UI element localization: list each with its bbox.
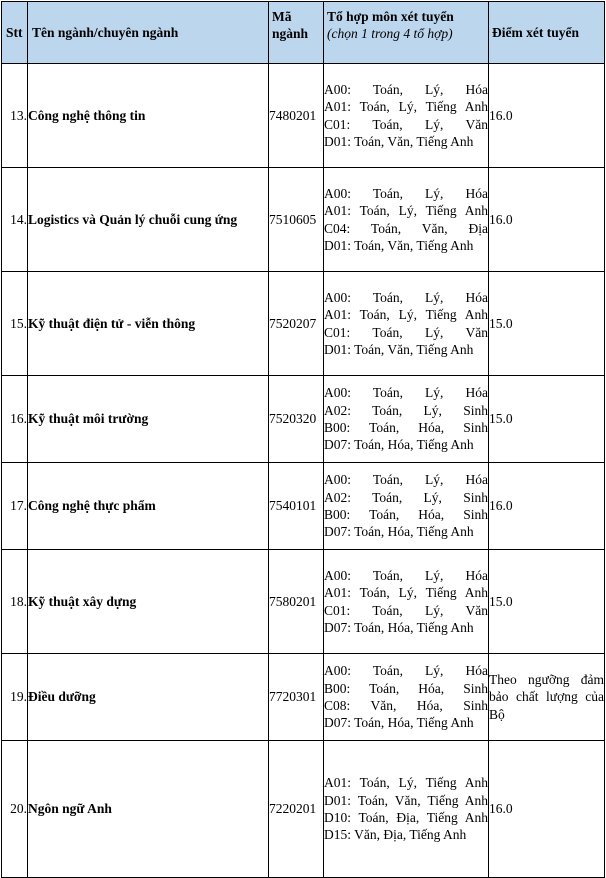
subject-combination: B00: Toán, Hóa, Sinh	[324, 507, 488, 522]
subject-combination: A01: Toán, Lý, Tiếng Anh	[324, 585, 488, 601]
table-row	[2, 654, 605, 741]
subject-combination: A00: Toán, Lý, Hóa	[324, 185, 488, 201]
subject-combination: D01: Toán, Văn, Tiếng Anh	[324, 237, 474, 253]
table-header-row	[2, 2, 605, 64]
row-admission-score: Theo ngưỡng đảm bảo chất lượng của Bộ	[489, 654, 605, 741]
row-stt: 17.	[2, 463, 28, 550]
row-program-name: Kỹ thuật môi trường	[28, 376, 269, 463]
subject-combination: A00: Toán, Lý, Hóa	[324, 385, 488, 401]
header-combo-title: Tổ hợp môn xét tuyển	[327, 9, 454, 24]
row-stt: 20.	[2, 741, 28, 878]
row-program-code: 7540101	[269, 463, 324, 550]
row-stt: 19.	[2, 654, 28, 741]
table-row	[2, 463, 605, 550]
row-admission-score: 15.0	[489, 550, 605, 654]
subject-combination: B00: Toán, Hóa, Sinh	[324, 420, 488, 435]
header-program-name: Tên ngành/chuyên ngành	[28, 2, 269, 64]
row-subject-combinations	[324, 550, 489, 654]
row-subject-combinations	[324, 168, 489, 272]
table-row	[2, 550, 605, 654]
subject-combination: A01: Toán, Lý, Tiếng Anh	[324, 99, 488, 115]
subject-combination: C01: Toán, Lý, Văn	[324, 602, 488, 618]
subject-combination: A01: Toán, Lý, Tiếng Anh	[324, 775, 488, 791]
row-stt: 14.	[2, 168, 28, 272]
row-admission-score: 16.0	[489, 463, 605, 550]
subject-combination: A00: Toán, Lý, Hóa	[324, 81, 488, 97]
row-program-code: 7220201	[269, 741, 324, 878]
subject-combination: A00: Toán, Lý, Hóa	[324, 472, 488, 488]
header-combo-note: (chọn 1 trong 4 tổ hợp)	[327, 26, 453, 41]
row-program-name: Logistics và Quản lý chuỗi cung ứng	[28, 168, 269, 272]
row-admission-score: 15.0	[489, 272, 605, 376]
subject-combination: A00: Toán, Lý, Hóa	[324, 663, 488, 679]
row-program-name: Kỹ thuật xây dựng	[28, 550, 269, 654]
subject-combination: A00: Toán, Lý, Hóa	[324, 567, 488, 583]
row-program-name: Ngôn ngữ Anh	[28, 741, 269, 878]
row-subject-combinations	[324, 272, 489, 376]
table-row	[2, 168, 605, 272]
row-stt: 15.	[2, 272, 28, 376]
subject-combination: D07: Toán, Hóa, Tiếng Anh	[324, 437, 474, 453]
subject-combination: D07: Toán, Hóa, Tiếng Anh	[324, 619, 474, 635]
subject-combination: D15: Văn, Địa, Tiếng Anh	[324, 827, 467, 843]
table-row	[2, 376, 605, 463]
row-program-name: Kỹ thuật điện tử - viễn thông	[28, 272, 269, 376]
row-subject-combinations	[324, 741, 489, 878]
subject-combination: D01: Toán, Văn, Tiếng Anh	[324, 792, 488, 808]
row-subject-combinations	[324, 376, 489, 463]
subject-combination: D01: Toán, Văn, Tiếng Anh	[324, 341, 474, 357]
subject-combination: C01: Toán, Lý, Văn	[324, 324, 488, 340]
subject-combination: B00: Toán, Hóa, Sinh	[324, 680, 488, 696]
row-program-code: 7720301	[269, 654, 324, 741]
row-subject-combinations	[324, 463, 489, 550]
header-code-line1: Mã	[272, 9, 292, 24]
row-subject-combinations	[324, 654, 489, 741]
admissions-table	[1, 1, 605, 878]
row-stt: 13.	[2, 64, 28, 168]
row-program-code: 7480201	[269, 64, 324, 168]
subject-combination: D07: Toán, Hóa, Tiếng Anh	[324, 524, 474, 540]
row-subject-combinations	[324, 64, 489, 168]
table-body	[2, 64, 605, 878]
subject-combination: A02: Toán, Lý, Sinh	[324, 402, 488, 418]
subject-combination: C04: Toán, Văn, Địa	[324, 220, 488, 236]
subject-combination: D10: Toán, Địa, Tiếng Anh	[324, 810, 488, 825]
subject-combination: C08: Văn, Hóa, Sinh	[324, 698, 488, 713]
header-program-code	[269, 2, 324, 64]
subject-combination: D01: Toán, Văn, Tiếng Anh	[324, 133, 474, 149]
subject-combination: A01: Toán, Lý, Tiếng Anh	[324, 203, 488, 219]
subject-combination: A01: Toán, Lý, Tiếng Anh	[324, 307, 488, 323]
subject-combination: C01: Toán, Lý, Văn	[324, 116, 488, 132]
row-program-name: Công nghệ thông tin	[28, 64, 269, 168]
row-program-name: Điều dưỡng	[28, 654, 269, 741]
row-admission-score: 16.0	[489, 168, 605, 272]
header-code-line2: ngành	[272, 26, 309, 41]
row-program-code: 7520207	[269, 272, 324, 376]
subject-combination: D07: Toán, Hóa, Tiếng Anh	[324, 715, 474, 731]
row-stt: 18.	[2, 550, 28, 654]
subject-combination: A02: Toán, Lý, Sinh	[324, 489, 488, 505]
row-program-name: Công nghệ thực phẩm	[28, 463, 269, 550]
row-admission-score: 15.0	[489, 376, 605, 463]
table-row	[2, 741, 605, 878]
row-stt: 16.	[2, 376, 28, 463]
row-program-code: 7520320	[269, 376, 324, 463]
row-admission-score: 16.0	[489, 741, 605, 878]
table-row	[2, 272, 605, 376]
header-admission-score: Điểm xét tuyển	[489, 2, 605, 64]
header-subject-combinations	[324, 2, 489, 64]
row-admission-score: 16.0	[489, 64, 605, 168]
row-program-code: 7580201	[269, 550, 324, 654]
row-program-code: 7510605	[269, 168, 324, 272]
header-stt: Stt	[2, 2, 28, 64]
subject-combination: A00: Toán, Lý, Hóa	[324, 289, 488, 305]
table-row	[2, 64, 605, 168]
